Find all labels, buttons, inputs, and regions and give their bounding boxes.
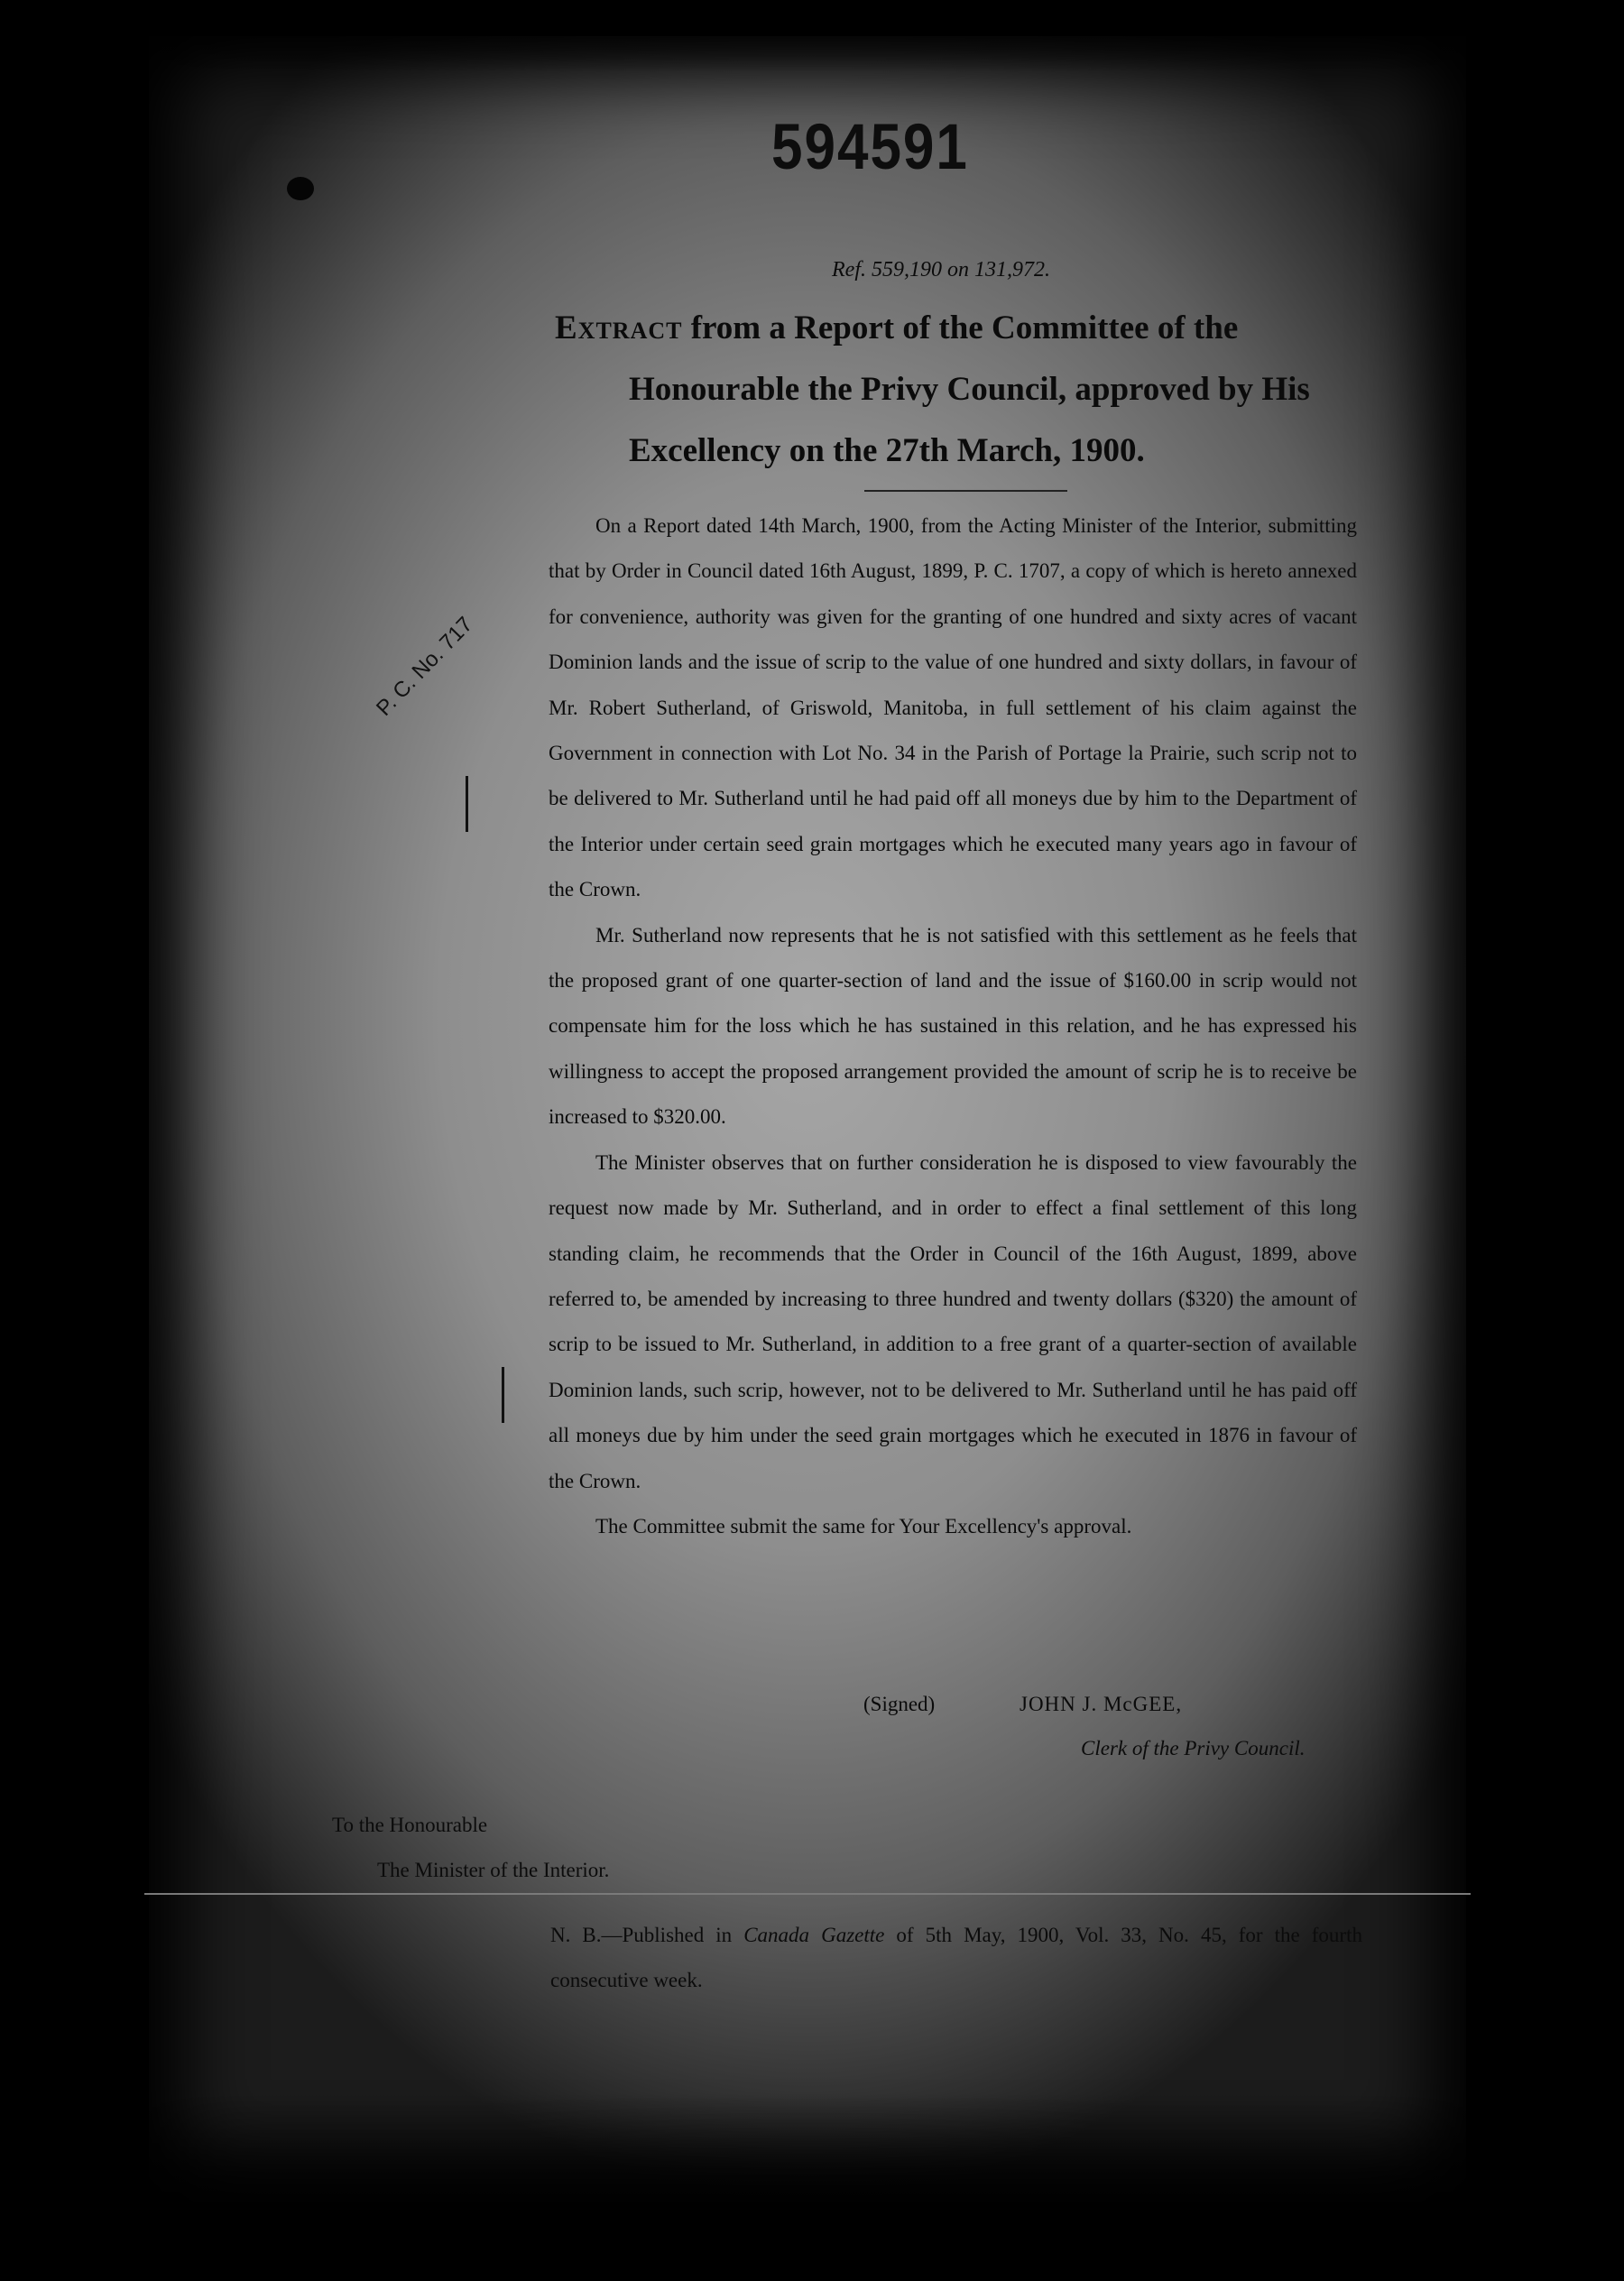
heading-line-1 xyxy=(555,298,1367,359)
addressee-line-2: The Minister of the Interior. xyxy=(377,1859,610,1881)
signer-title: Clerk of the Privy Council. xyxy=(1081,1737,1306,1759)
scan-vignette-top xyxy=(0,0,1624,72)
margin-mark xyxy=(466,776,468,832)
paragraph-recommendation: The Minister observes that on further consideration he is disposed to view favourably the request now made by Mr. Sutherland, and in order to effect a final settlement of this long standing claim, he recommends that the Order in Council of the 16th August, 1899, above referred to, be amended by increasing to three hundred and twenty dollars ($320) the amount of scrip to be issued to Mr. Sutherland, in addition to a free grant of a quarter-section of available Dominion lands, such scrip, however, not to be delivered to Mr. Sutherland until he has paid off all moneys due by him under the seed grain mortgages which he executed in 1876 in favour of the Crown. xyxy=(549,1150,1357,1492)
stamp-number: 594591 xyxy=(771,111,969,184)
body-text xyxy=(549,503,1357,1549)
note-gazette: Canada Gazette xyxy=(743,1924,885,1946)
note-prefix: N. B.—Published in xyxy=(550,1924,744,1946)
paragraph-report: On a Report dated 14th March, 1900, from the Acting Minister of the Interior, submitting that by Order in Council dated 16th August, 1899, P. C. 1707, a copy of which is hereto annexed for convenience, authority was given for the granting of one hundred and sixty acres of vacant Dominion lands and the issue of scrip to the value of one hundred and sixty dollars, in favour of Mr. Robert Sutherland, of Griswold, Manitoba, in full settlement of his claim against the Government in connection with Lot No. 34 in the Parish of Portage la Prairie, such scrip not to be delivered to Mr. Sutherland until he had paid off all moneys due by him to the Department of the Interior under certain seed grain mortgages which he executed many years ago in favour of the Crown. xyxy=(549,514,1357,901)
heading-rule xyxy=(864,490,1067,492)
margin-stamp-pc-number: P. C. No. 717 xyxy=(372,612,478,721)
margin-mark xyxy=(502,1367,504,1423)
heading-line-3: Excellency on the 27th March, 1900. xyxy=(629,432,1145,469)
heading-line-1-rest: from a Report of the Committee of the xyxy=(682,309,1239,346)
reference-note: Ref. 559,190 on 131,972. xyxy=(832,258,1050,282)
addressee-line-1: To the Honourable xyxy=(332,1814,488,1836)
document-heading xyxy=(555,298,1367,482)
paragraph-representation: Mr. Sutherland now represents that he is not satisfied with this settlement as he feels that the proposed grant of one quarter-section of land and the issue of $160.00 in scrip would not compensate him for the loss which he has sustained in this relation, and he has expressed his willingness to accept the proposed arrangement provided the amount of scrip he is to receive be increased to $320.00. xyxy=(549,923,1357,1129)
punch-hole xyxy=(287,177,314,200)
publication-note xyxy=(550,1913,1362,2003)
paragraph-submission: The Committee submit the same for Your Excellency's approval. xyxy=(595,1514,1132,1538)
heading-line-2: Honourable the Privy Council, approved by His xyxy=(629,371,1310,408)
signer-name: JOHN J. McGEE, xyxy=(1020,1693,1183,1715)
addressee xyxy=(332,1803,609,1893)
footer-divider xyxy=(144,1893,1471,1895)
heading-extract-word: Extract xyxy=(555,309,683,346)
scan-vignette-bottom xyxy=(0,2093,1624,2281)
signed-label: (Signed) xyxy=(863,1693,936,1715)
note-suffix: of 5th May, 1900, Vol. 33, No. 45, for the fourth consecutive week. xyxy=(550,1924,1362,1991)
